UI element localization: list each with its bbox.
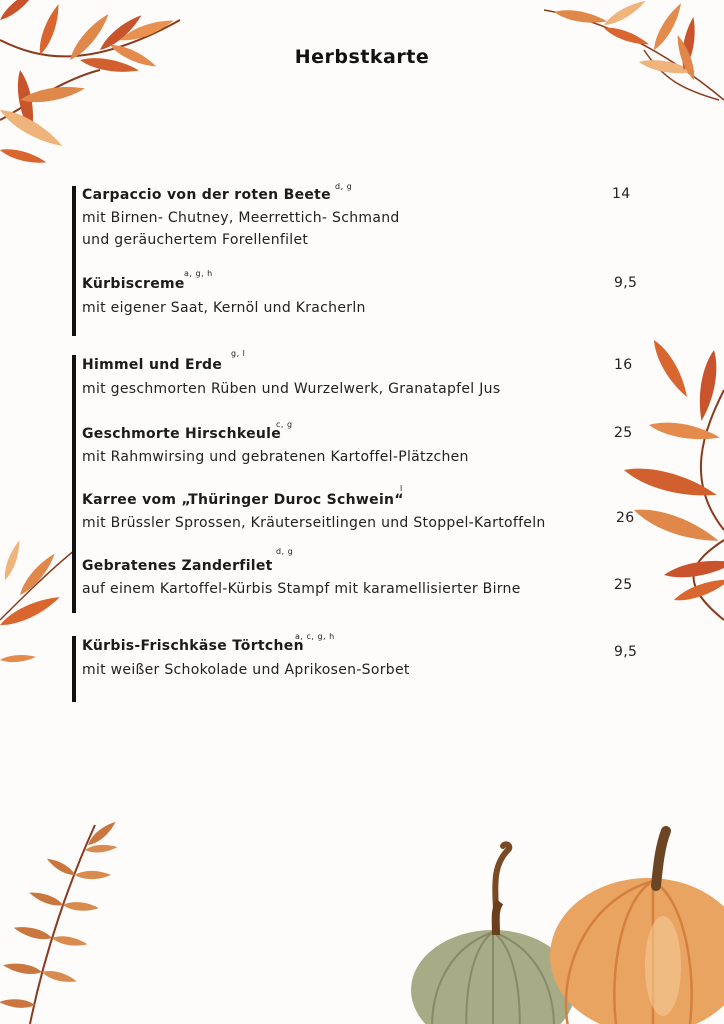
- dish-description: mit Birnen- Chutney, Meerrettich- Schmand: [82, 210, 400, 226]
- dish-allergens: d, g: [276, 547, 294, 556]
- dish-allergens: g, l: [231, 349, 246, 358]
- dish-name: Kürbiscreme: [82, 276, 185, 292]
- dish-name: Carpaccio von der roten Beete: [82, 187, 331, 203]
- dish-name: Gebratenes Zanderfilet: [82, 558, 273, 574]
- dish-price: 26: [616, 510, 635, 526]
- dish-name: Karree vom „Thüringer Duroc Schwein“: [82, 492, 404, 508]
- dish-price: 9,5: [614, 644, 638, 660]
- dish-price: 9,5: [614, 275, 638, 291]
- dish-name: Geschmorte Hirschkeule: [82, 426, 282, 442]
- autumn-leaves-left-icon: [0, 540, 80, 680]
- dish-description: und geräuchertem Forellenfilet: [82, 232, 309, 248]
- dish-description: mit eigener Saat, Kernöl und Kracherln: [82, 300, 366, 316]
- dish-allergens: a, g, h: [184, 269, 213, 278]
- dish-price: 25: [614, 425, 633, 441]
- dish-name: Himmel und Erde: [82, 357, 223, 373]
- autumn-leaves-right-icon: [614, 330, 724, 650]
- dish-price: 25: [614, 577, 633, 593]
- dish-description: auf einem Kartoffel-Kürbis Stampf mit karamellisierter Birne: [82, 581, 521, 597]
- section-divider-bar: [72, 355, 76, 613]
- autumn-leaves-top-left-icon: [0, 0, 190, 210]
- dish-allergens: a, c, g, h: [295, 632, 335, 641]
- page-title: Herbstkarte: [294, 46, 430, 68]
- dish-allergens: c, g: [276, 420, 293, 429]
- dish-allergens: l: [400, 484, 403, 493]
- dish-description: mit Brüssler Sprossen, Kräuterseitlingen und Stoppel-Kartoffeln: [82, 515, 546, 531]
- dish-price: 14: [612, 186, 631, 202]
- dish-description: mit geschmorten Rüben und Wurzelwerk, Granatapfel Jus: [82, 381, 501, 397]
- dish-description: mit Rahmwirsing und gebratenen Kartoffel-Plätzchen: [82, 449, 469, 465]
- orange-pumpkin-icon: [548, 826, 724, 1024]
- dish-price: 16: [614, 357, 633, 373]
- fern-branch-icon: [0, 820, 130, 1024]
- dish-allergens: d, g: [335, 182, 353, 191]
- section-divider-bar: [72, 186, 76, 336]
- dish-name: Kürbis-Frischkäse Törtchen: [82, 638, 304, 654]
- section-divider-bar: [72, 636, 76, 702]
- dish-description: mit weißer Schokolade und Aprikosen-Sorbet: [82, 662, 410, 678]
